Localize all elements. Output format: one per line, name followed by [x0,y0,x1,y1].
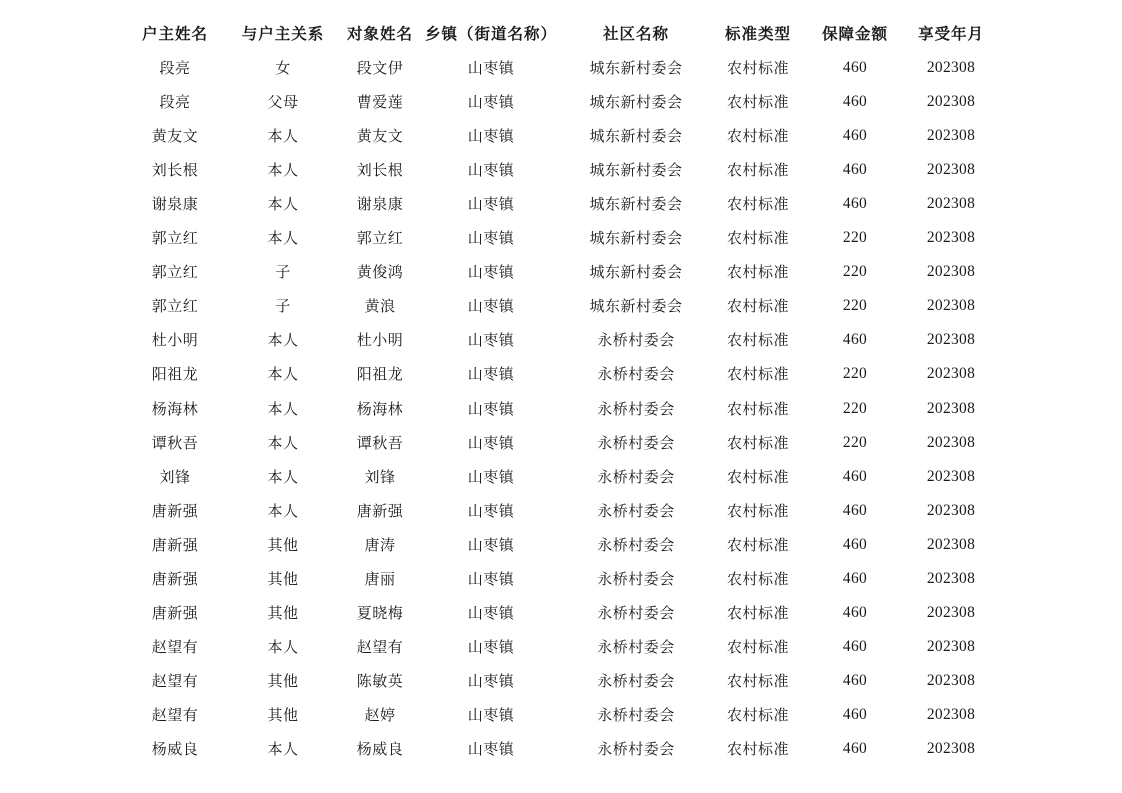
standard-type-cell: 农村标准 [726,399,789,418]
standard-type-cell: 农村标准 [726,671,789,690]
community-cell: 永桥村委会 [597,603,675,622]
month-cell: 202308 [926,740,976,757]
standard-type-cell: 农村标准 [726,535,789,554]
township-cell: 山枣镇 [467,399,515,418]
household-head-cell: 唐新强 [151,603,199,622]
standard-type-cell: 农村标准 [726,297,789,316]
household-head-cell: 杨威良 [151,740,199,758]
amount-cell: 220 [842,263,868,281]
standard-type-cell: 农村标准 [726,365,789,384]
relationship-cell: 子 [275,297,291,316]
column-header-month: 享受年月 [917,25,984,43]
amount-cell: 460 [842,195,868,213]
household-head-cell: 郭立红 [151,263,199,282]
township-cell: 山枣镇 [467,59,515,77]
table-row [0,698,1122,732]
relationship-cell: 本人 [267,161,299,180]
community-cell: 永桥村委会 [597,331,675,350]
household-head-cell: 杜小明 [151,331,199,350]
community-cell: 城东新村委会 [589,59,683,77]
household-head-cell: 刘锋 [159,467,191,486]
month-cell: 202308 [926,467,976,485]
relationship-cell: 本人 [267,127,299,146]
standard-type-cell: 农村标准 [726,59,789,77]
community-cell: 城东新村委会 [589,93,683,112]
table-row [0,494,1122,528]
column-header-recipient-name: 对象姓名 [346,25,413,43]
standard-type-cell: 农村标准 [726,195,789,214]
township-cell: 山枣镇 [467,740,515,758]
relationship-cell: 本人 [267,433,299,452]
household-head-cell: 段亮 [159,59,191,77]
table-row [0,153,1122,187]
relationship-cell: 本人 [267,467,299,486]
township-cell: 山枣镇 [467,637,515,656]
community-cell: 城东新村委会 [589,127,683,146]
household-head-cell: 郭立红 [151,297,199,316]
recipient-name-cell: 唐涛 [364,535,396,554]
amount-cell: 460 [842,161,868,179]
amount-cell: 460 [842,501,868,519]
recipient-name-cell: 唐新强 [356,501,404,520]
month-cell: 202308 [926,569,976,587]
community-cell: 城东新村委会 [589,161,683,180]
amount-cell: 460 [842,127,868,145]
column-header-household-head: 户主姓名 [141,25,208,43]
community-cell: 城东新村委会 [589,263,683,282]
amount-cell: 460 [842,331,868,349]
relationship-cell: 本人 [267,501,299,520]
column-header-amount: 保障金额 [821,25,888,43]
month-cell: 202308 [926,229,976,247]
table-row [0,85,1122,119]
month-cell: 202308 [926,263,976,281]
recipient-name-cell: 赵望有 [356,637,404,656]
table-row [0,392,1122,426]
community-cell: 永桥村委会 [597,399,675,418]
column-header-relationship: 与户主关系 [241,25,325,43]
community-cell: 城东新村委会 [589,195,683,214]
standard-type-cell: 农村标准 [726,229,789,248]
township-cell: 山枣镇 [467,569,515,588]
recipient-name-cell: 杜小明 [356,331,404,350]
month-cell: 202308 [926,161,976,179]
amount-cell: 460 [842,93,868,111]
amount-cell: 460 [842,569,868,587]
township-cell: 山枣镇 [467,705,515,724]
table-row [0,357,1122,391]
month-cell: 202308 [926,433,976,451]
month-cell: 202308 [926,705,976,723]
household-head-cell: 刘长根 [151,161,199,180]
month-cell: 202308 [926,331,976,349]
recipient-name-cell: 段文伊 [356,59,404,77]
recipient-name-cell: 黄友文 [356,127,404,146]
household-head-cell: 杨海林 [151,399,199,418]
recipient-name-cell: 唐丽 [364,569,396,588]
household-head-cell: 赵望有 [151,705,199,724]
column-header-township: 乡镇（街道名称） [424,25,557,43]
household-head-cell: 唐新强 [151,501,199,520]
standard-type-cell: 农村标准 [726,331,789,350]
standard-type-cell: 农村标准 [726,263,789,282]
relationship-cell: 本人 [267,637,299,656]
household-head-cell: 唐新强 [151,535,199,554]
relationship-cell: 本人 [267,740,299,758]
table-row [0,51,1122,85]
township-cell: 山枣镇 [467,161,515,180]
relationship-cell: 父母 [267,93,299,112]
table-row [0,664,1122,698]
recipient-name-cell: 刘长根 [356,161,404,180]
standard-type-cell: 农村标准 [726,740,789,758]
standard-type-cell: 农村标准 [726,93,789,112]
household-head-cell: 郭立红 [151,229,199,248]
table-row [0,596,1122,630]
table-row [0,221,1122,255]
table-row [0,528,1122,562]
standard-type-cell: 农村标准 [726,501,789,520]
amount-cell: 460 [842,603,868,621]
standard-type-cell: 农村标准 [726,433,789,452]
recipient-name-cell: 刘锋 [364,467,396,486]
household-head-cell: 谢泉康 [151,195,199,214]
recipient-name-cell: 谢泉康 [356,195,404,214]
month-cell: 202308 [926,535,976,553]
community-cell: 永桥村委会 [597,535,675,554]
standard-type-cell: 农村标准 [726,569,789,588]
amount-cell: 220 [842,297,868,315]
recipient-name-cell: 陈敏英 [356,671,404,690]
relationship-cell: 其他 [267,705,299,724]
amount-cell: 460 [842,59,868,76]
amount-cell: 460 [842,671,868,689]
relationship-cell: 其他 [267,535,299,554]
table-row [0,460,1122,494]
table-row [0,187,1122,221]
recipient-name-cell: 杨海林 [356,399,404,418]
household-head-cell: 赵望有 [151,637,199,656]
relationship-cell: 其他 [267,671,299,690]
month-cell: 202308 [926,297,976,315]
household-head-cell: 唐新强 [151,569,199,588]
township-cell: 山枣镇 [467,297,515,316]
community-cell: 永桥村委会 [597,467,675,486]
relationship-cell: 本人 [267,229,299,248]
relationship-cell: 子 [275,263,291,282]
relationship-cell: 本人 [267,195,299,214]
community-cell: 城东新村委会 [589,297,683,316]
relationship-cell: 女 [275,59,291,77]
table-row [0,562,1122,596]
community-cell: 永桥村委会 [597,705,675,724]
month-cell: 202308 [926,501,976,519]
township-cell: 山枣镇 [467,671,515,690]
table-row [0,289,1122,323]
recipient-name-cell: 赵婷 [364,705,396,724]
table-row [0,732,1122,766]
community-cell: 永桥村委会 [597,637,675,656]
standard-type-cell: 农村标准 [726,603,789,622]
standard-type-cell: 农村标准 [726,161,789,180]
month-cell: 202308 [926,671,976,689]
month-cell: 202308 [926,127,976,145]
amount-cell: 460 [842,740,868,757]
amount-cell: 460 [842,467,868,485]
table-row [0,323,1122,357]
community-cell: 永桥村委会 [597,569,675,588]
month-cell: 202308 [926,365,976,383]
relationship-cell: 本人 [267,365,299,384]
table-row [0,255,1122,289]
community-cell: 永桥村委会 [597,740,675,758]
relationship-cell: 其他 [267,569,299,588]
amount-cell: 460 [842,535,868,553]
township-cell: 山枣镇 [467,195,515,214]
household-head-cell: 黄友文 [151,127,199,146]
township-cell: 山枣镇 [467,93,515,112]
township-cell: 山枣镇 [467,433,515,452]
recipient-name-cell: 阳祖龙 [356,365,404,384]
township-cell: 山枣镇 [467,127,515,146]
relationship-cell: 其他 [267,603,299,622]
household-head-cell: 阳祖龙 [151,365,199,384]
relationship-cell: 本人 [267,399,299,418]
amount-cell: 220 [842,399,868,417]
standard-type-cell: 农村标准 [726,705,789,724]
column-header-community: 社区名称 [602,25,669,43]
household-head-cell: 谭秋吾 [151,433,199,452]
table-row [0,119,1122,153]
recipient-name-cell: 黄浪 [364,297,396,316]
standard-type-cell: 农村标准 [726,127,789,146]
month-cell: 202308 [926,93,976,111]
recipient-name-cell: 郭立红 [356,229,404,248]
table-header-row [0,17,1122,51]
month-cell: 202308 [926,59,976,76]
community-cell: 永桥村委会 [597,365,675,384]
township-cell: 山枣镇 [467,603,515,622]
month-cell: 202308 [926,195,976,213]
standard-type-cell: 农村标准 [726,637,789,656]
recipient-name-cell: 曹爱莲 [356,93,404,112]
community-cell: 城东新村委会 [589,229,683,248]
column-header-standard-type: 标准类型 [724,25,791,43]
month-cell: 202308 [926,399,976,417]
township-cell: 山枣镇 [467,467,515,486]
community-cell: 永桥村委会 [597,671,675,690]
township-cell: 山枣镇 [467,263,515,282]
table-row [0,426,1122,460]
recipient-name-cell: 杨威良 [356,740,404,758]
recipient-name-cell: 夏晓梅 [356,603,404,622]
standard-type-cell: 农村标准 [726,467,789,486]
community-cell: 永桥村委会 [597,501,675,520]
township-cell: 山枣镇 [467,365,515,384]
relationship-cell: 本人 [267,331,299,350]
amount-cell: 460 [842,705,868,723]
amount-cell: 220 [842,229,868,247]
amount-cell: 460 [842,637,868,655]
township-cell: 山枣镇 [467,535,515,554]
amount-cell: 220 [842,365,868,383]
community-cell: 永桥村委会 [597,433,675,452]
township-cell: 山枣镇 [467,501,515,520]
amount-cell: 220 [842,433,868,451]
recipient-name-cell: 谭秋吾 [356,433,404,452]
month-cell: 202308 [926,637,976,655]
household-head-cell: 段亮 [159,93,191,112]
recipient-name-cell: 黄俊鸿 [356,263,404,282]
table-row [0,630,1122,664]
township-cell: 山枣镇 [467,229,515,248]
month-cell: 202308 [926,603,976,621]
township-cell: 山枣镇 [467,331,515,350]
household-head-cell: 赵望有 [151,671,199,690]
